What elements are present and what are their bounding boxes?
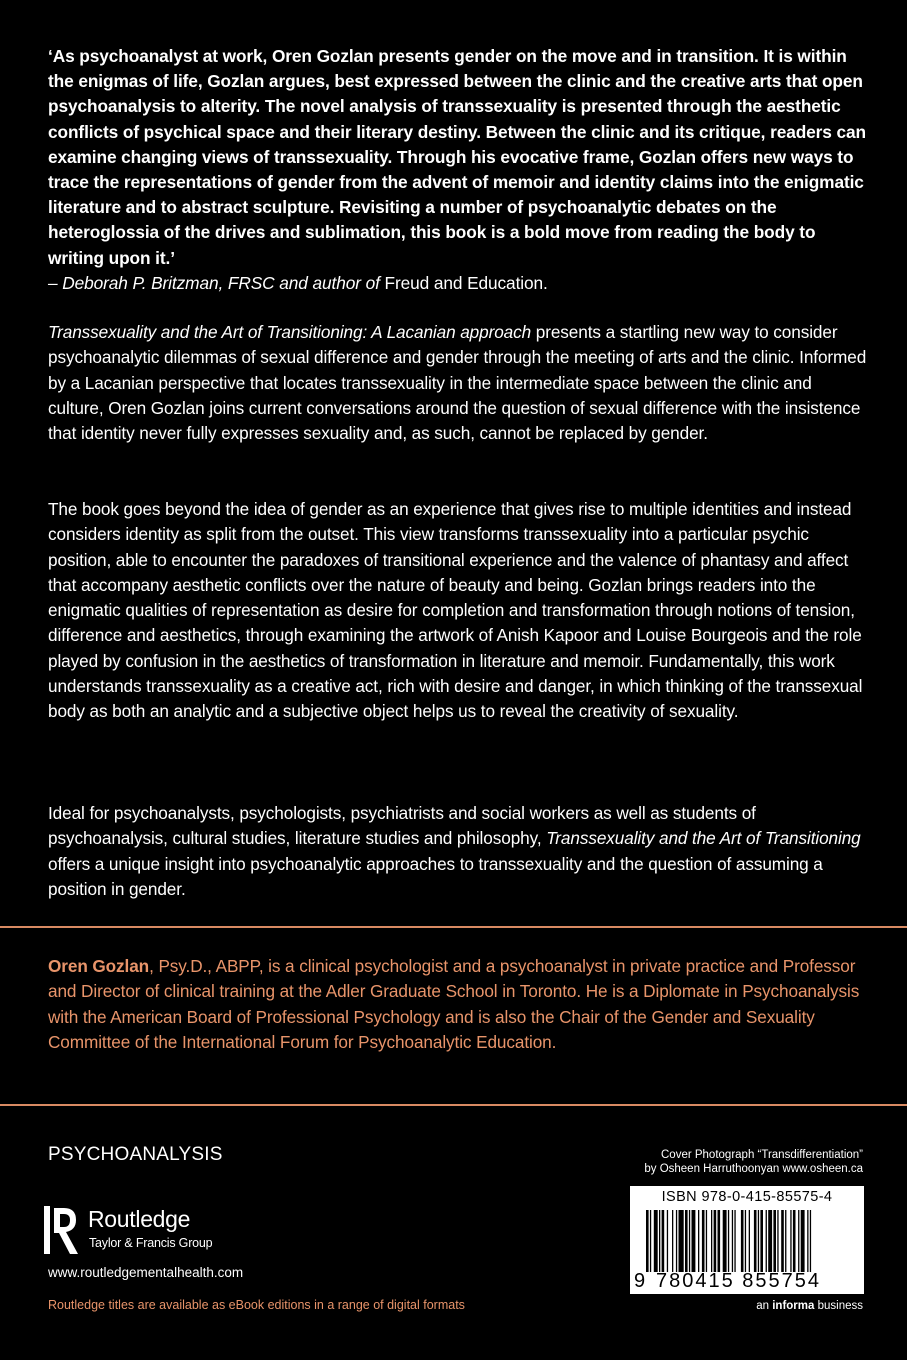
paragraph-1-text: presents a startling new way to consider psychoanalytic dilemmas of sexual difference and gender through the meeting of arts and the clinic. Informed by a Lacanian perspective that locates transsexuality in the intermediate space between the clinic and culture, Oren Gozlan joins current conversations around the question of sexual difference with the insistence that identity never fully expresses sexuality and, as such, cannot be replaced by gender.	[48, 322, 867, 444]
barcode-bar	[646, 1210, 649, 1272]
publisher-group: Taylor & Francis Group	[89, 1236, 213, 1250]
description-paragraph-1	[48, 320, 868, 446]
ebook-note: Routledge titles are available as eBook editions in a range of digital formats	[48, 1298, 465, 1312]
informa-suffix: business	[814, 1300, 863, 1312]
book-title-italic: Transsexuality and the Art of Transitioning: A Lacanian approach	[48, 322, 532, 342]
barcode-bar	[810, 1210, 811, 1272]
barcode-bar	[685, 1210, 688, 1272]
barcode-bar	[662, 1210, 665, 1272]
publisher-logo	[44, 1202, 244, 1258]
isbn-number: ISBN 978-0-415-85575-4	[661, 1189, 833, 1205]
barcode-bar	[754, 1210, 757, 1272]
book-title-short-italic: Transsexuality and the Art of Transitioning	[546, 828, 861, 849]
barcode-bar	[672, 1210, 673, 1272]
barcode-bar	[745, 1210, 746, 1272]
barcode-digits-rest: 780415 855754	[656, 1270, 822, 1292]
barcode-bar	[798, 1210, 799, 1272]
barcode-bar	[749, 1210, 750, 1272]
description-paragraph-3	[48, 801, 868, 902]
publisher-name: Routledge	[88, 1206, 191, 1232]
quote-text: ‘As psychoanalyst at work, Oren Gozlan presents gender on the move and in transition. It is within the enigmas of life, Gozlan argues, best expressed between the clinic and the creative arts that open psychoanalysis to alterity. The novel analysis of transsexuality is presented through the aesthetic conflicts of psychical space and their literary destiny. Between the clinic and its critique, readers can examine changing views of transsexuality. Through his evocative frame, Gozlan offers new ways to trace the representations of gender from the advent of memoir and identity claims into the enigmatic literature and to abstract sculpture. Revisiting a number of psychoanalytic debates on the heteroglossia of the drives and sublimation, this book is a bold move from reading the body to writing upon it.’	[48, 46, 866, 268]
barcode-bar	[718, 1210, 721, 1272]
subject-category: PSYCHOANALYSIS	[48, 1144, 223, 1165]
barcode-bar	[679, 1210, 684, 1272]
cover-credit	[644, 1148, 863, 1176]
author-bio	[48, 954, 868, 1055]
barcode-bar	[766, 1210, 767, 1272]
barcode-bar	[706, 1210, 707, 1272]
barcode-bar	[728, 1210, 729, 1272]
barcode-bar	[773, 1210, 776, 1272]
barcode-digit-first: 9	[634, 1270, 647, 1292]
barcode-bar	[807, 1210, 808, 1272]
barcode-bars	[646, 1210, 856, 1272]
barcode-bar	[801, 1210, 805, 1272]
barcode-bar	[785, 1210, 786, 1272]
barcode-bar	[723, 1210, 727, 1272]
paragraph-2-text: The book goes beyond the idea of gender as an experience that gives rise to multiple identities and instead considers identity as split from the outset. This view transforms transsexuality into a particular psychic position, able to encounter the paradoxes of transitional experience and the valence of phantasy and affect that accompany aesthetic conflicts over the nature of beauty and being. Gozlan brings readers into the enigmatic qualities of representation as desire for completion and transformation through notions of tension, difference and aesthetics, through examining the artwork of Anish Kapoor and Louise Bourgeois and the role played by confusion in the aesthetics of transformation in literature and memoir. Fundamentally, this work understands transsexuality as a creative act, rich with desire and danger, in which thinking of the transsexual body as both an analytic and a subjective object helps us to reveal the creativity of sexuality.	[48, 499, 863, 722]
barcode-bar	[760, 1210, 763, 1272]
barcode-bar	[758, 1210, 759, 1272]
isbn-barcode	[630, 1186, 864, 1294]
publisher-website: www.routledgementalhealth.com	[48, 1265, 244, 1280]
description-paragraph-2	[48, 497, 868, 725]
barcode-bar	[711, 1210, 712, 1272]
barcode-bar	[676, 1210, 677, 1272]
attribution-prefix: – Deborah P. Britzman, FRSC and author of	[48, 272, 380, 293]
informa-prefix: an	[756, 1300, 773, 1312]
barcode-bar	[741, 1210, 744, 1272]
cover-credit-line-2: by Osheen Harruthoonyan www.osheen.ca	[644, 1163, 863, 1175]
barcode-bar	[734, 1210, 735, 1272]
informa-tagline	[756, 1300, 863, 1312]
barcode-bar	[667, 1210, 668, 1272]
divider-bottom	[0, 1104, 907, 1106]
cover-credit-line-1: Cover Photograph “Transdifferentiation”	[661, 1149, 863, 1161]
barcode-bar	[781, 1210, 784, 1272]
barcode-bar	[692, 1210, 696, 1272]
author-bio-text: , Psy.D., ABPP, is a clinical psychologist and a psychoanalyst in private practice and Professor and Director of clinical training at the Adler Graduate School in Toronto. He is a Diplomate in Psychoanalysis with the American Board of Professional Psychology and is also the Chair of the Gender and Sexuality Committee of the International Forum for Psychoanalytic Education.	[48, 956, 860, 1052]
divider-top	[0, 926, 907, 928]
endorsement-quote	[48, 44, 868, 296]
barcode-bar	[654, 1210, 658, 1272]
routledge-r-icon	[44, 1204, 80, 1256]
barcode-bar	[793, 1210, 796, 1272]
barcode-bar	[777, 1210, 778, 1272]
paragraph-3-text-before: Ideal for psychoanalysts, psychologists, psychiatrists and social workers as well as students of psychoanalysis, cultural studies, literature studies and philosophy,	[48, 803, 756, 849]
barcode-bar	[732, 1210, 733, 1272]
informa-brand: informa	[772, 1300, 815, 1312]
barcode-bar	[689, 1210, 690, 1272]
attribution-title: Freud and Education.	[384, 272, 548, 293]
barcode-bar	[702, 1210, 705, 1272]
paragraph-3-text-after: offers a unique insight into psychoanalytic approaches to transsexuality and the question of assuming a position in gender.	[48, 853, 823, 899]
barcode-bar	[714, 1210, 717, 1272]
barcode-bar	[768, 1210, 772, 1272]
author-name: Oren Gozlan	[48, 956, 150, 976]
barcode-bar	[659, 1210, 660, 1272]
barcode-bar	[650, 1210, 651, 1272]
barcode-bar	[790, 1210, 791, 1272]
barcode-bar	[698, 1210, 699, 1272]
quote-attribution	[48, 273, 548, 293]
